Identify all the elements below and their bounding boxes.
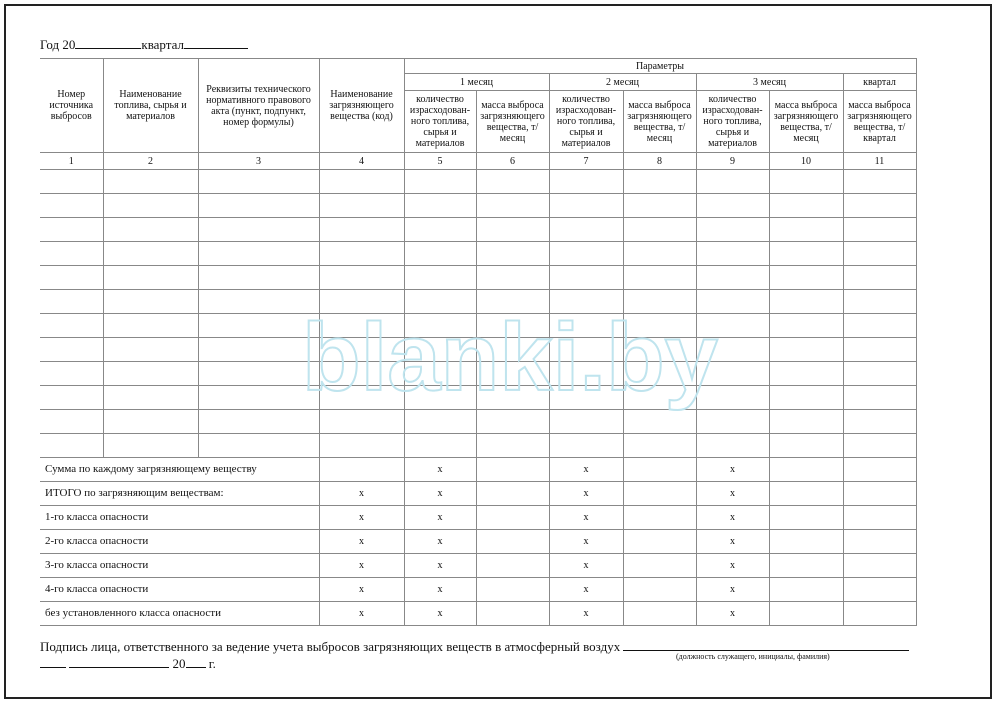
entry-cell[interactable] <box>319 434 404 458</box>
entry-cell[interactable] <box>319 410 404 434</box>
entry-cell[interactable] <box>103 410 198 434</box>
entry-cell[interactable] <box>696 218 769 242</box>
entry-cell[interactable] <box>198 386 319 410</box>
entry-cell[interactable] <box>769 338 843 362</box>
entry-cell[interactable] <box>198 170 319 194</box>
entry-row <box>40 170 916 194</box>
col-number: 2 <box>103 153 198 170</box>
entry-cell[interactable] <box>696 290 769 314</box>
entry-cell[interactable] <box>769 170 843 194</box>
col-number: 8 <box>623 153 696 170</box>
entry-cell[interactable] <box>198 194 319 218</box>
entry-row <box>40 218 916 242</box>
entry-cell[interactable] <box>549 386 623 410</box>
entry-cell[interactable] <box>198 362 319 386</box>
entry-cell[interactable] <box>549 266 623 290</box>
summary-mark: х <box>319 482 404 506</box>
summary-mark <box>319 458 404 482</box>
year-label: Год 20 <box>40 37 76 52</box>
signature-hint: (должность служащего, инициалы, фамилия) <box>676 652 830 661</box>
entry-cell[interactable] <box>40 386 103 410</box>
entry-cell[interactable] <box>696 242 769 266</box>
entry-cell[interactable] <box>623 410 696 434</box>
summary-cell[interactable] <box>769 602 843 626</box>
entry-cell[interactable] <box>476 170 549 194</box>
entry-cell[interactable] <box>103 242 198 266</box>
header-fuel-name: Наименование топлива, сырья и материалов <box>103 59 198 153</box>
entry-row <box>40 434 916 458</box>
entry-cell[interactable] <box>404 218 476 242</box>
summary-cell[interactable] <box>623 578 696 602</box>
header-mass-quarter: масса выброса загрязняющего вещества, т/квартал <box>843 91 916 153</box>
entry-cell[interactable] <box>103 290 198 314</box>
summary-cell[interactable] <box>623 554 696 578</box>
date-month-field[interactable] <box>69 655 169 668</box>
entry-cell[interactable] <box>769 290 843 314</box>
summary-mark: х <box>404 482 476 506</box>
entry-cell[interactable] <box>198 290 319 314</box>
col-number: 4 <box>319 153 404 170</box>
header-qty-3: количество израсходован-ного топлива, сырья и материалов <box>696 91 769 153</box>
summary-cell[interactable] <box>769 530 843 554</box>
summary-mark: х <box>319 578 404 602</box>
entry-cell[interactable] <box>696 386 769 410</box>
entry-cell[interactable] <box>319 314 404 338</box>
entry-cell[interactable] <box>696 170 769 194</box>
summary-cell[interactable] <box>476 458 549 482</box>
entry-cell[interactable] <box>40 410 103 434</box>
summary-mark: х <box>319 506 404 530</box>
year-field[interactable] <box>75 36 141 49</box>
header-mass-2: масса выброса загрязняющего вещества, т/месяц <box>623 91 696 153</box>
summary-mark: х <box>319 602 404 626</box>
entry-cell[interactable] <box>198 434 319 458</box>
entry-cell[interactable] <box>843 170 916 194</box>
signature-field[interactable] <box>623 638 909 651</box>
entry-cell[interactable] <box>769 386 843 410</box>
entry-cell[interactable] <box>623 170 696 194</box>
header-month-1: 1 месяц <box>404 74 549 91</box>
entry-cell[interactable] <box>843 338 916 362</box>
summary-cell[interactable] <box>476 602 549 626</box>
entry-cell[interactable] <box>198 338 319 362</box>
entry-cell[interactable] <box>696 338 769 362</box>
col-number: 11 <box>843 153 916 170</box>
quarter-field[interactable] <box>184 36 248 49</box>
entry-cell[interactable] <box>623 218 696 242</box>
header-mass-3: масса выброса загрязняющего вещества, т/месяц <box>769 91 843 153</box>
entry-cell[interactable] <box>103 362 198 386</box>
entry-cell[interactable] <box>319 194 404 218</box>
summary-cell[interactable] <box>623 506 696 530</box>
date-suffix: г. <box>208 656 216 671</box>
entry-cell[interactable] <box>843 290 916 314</box>
entry-cell[interactable] <box>476 266 549 290</box>
entry-cell[interactable] <box>696 194 769 218</box>
entry-cell[interactable] <box>404 410 476 434</box>
entry-cell[interactable] <box>623 314 696 338</box>
summary-row <box>40 602 916 626</box>
entry-cell[interactable] <box>549 218 623 242</box>
summary-mark: х <box>549 458 623 482</box>
entry-cell[interactable] <box>769 362 843 386</box>
header-quarter: квартал <box>843 74 916 91</box>
col-number: 3 <box>198 153 319 170</box>
entry-cell[interactable] <box>319 362 404 386</box>
emissions-table <box>40 58 917 626</box>
summary-cell[interactable] <box>769 506 843 530</box>
summary-cell[interactable] <box>476 578 549 602</box>
entry-cell[interactable] <box>843 362 916 386</box>
entry-cell[interactable] <box>476 362 549 386</box>
summary-mark: х <box>404 530 476 554</box>
col-number: 5 <box>404 153 476 170</box>
summary-mark: х <box>549 602 623 626</box>
entry-cell[interactable] <box>549 410 623 434</box>
col-number: 1 <box>40 153 103 170</box>
entry-cell[interactable] <box>769 242 843 266</box>
entry-cell[interactable] <box>404 434 476 458</box>
summary-cell[interactable] <box>843 506 916 530</box>
summary-cell[interactable] <box>769 554 843 578</box>
summary-label: 2-го класса опасности <box>40 530 319 554</box>
entry-cell[interactable] <box>103 218 198 242</box>
header-parameters: Параметры <box>404 59 916 74</box>
entry-cell[interactable] <box>549 290 623 314</box>
entry-cell[interactable] <box>476 434 549 458</box>
entry-cell[interactable] <box>319 170 404 194</box>
summary-cell[interactable] <box>476 482 549 506</box>
summary-mark: х <box>549 554 623 578</box>
summary-cell[interactable] <box>476 506 549 530</box>
entry-cell[interactable] <box>769 194 843 218</box>
entry-cell[interactable] <box>319 242 404 266</box>
entry-cell[interactable] <box>549 242 623 266</box>
entry-cell[interactable] <box>40 170 103 194</box>
entry-cell[interactable] <box>696 434 769 458</box>
entry-cell[interactable] <box>623 290 696 314</box>
summary-row <box>40 530 916 554</box>
summary-label: 1-го класса опасности <box>40 506 319 530</box>
entry-cell[interactable] <box>40 218 103 242</box>
entry-cell[interactable] <box>476 218 549 242</box>
period-header <box>40 36 248 53</box>
entry-cell[interactable] <box>843 386 916 410</box>
entry-cell[interactable] <box>198 410 319 434</box>
entry-cell[interactable] <box>476 242 549 266</box>
summary-label: ИТОГО по загрязняющим веществам: <box>40 482 319 506</box>
entry-cell[interactable] <box>623 242 696 266</box>
entry-cell[interactable] <box>623 338 696 362</box>
entry-cell[interactable] <box>40 194 103 218</box>
entry-row <box>40 290 916 314</box>
entry-cell[interactable] <box>103 266 198 290</box>
entry-cell[interactable] <box>404 170 476 194</box>
summary-cell[interactable] <box>623 530 696 554</box>
entry-cell[interactable] <box>103 338 198 362</box>
summary-cell[interactable] <box>843 482 916 506</box>
summary-mark: х <box>549 578 623 602</box>
watermark-text: blanki.by <box>301 304 719 411</box>
entry-cell[interactable] <box>103 194 198 218</box>
summary-mark: х <box>696 578 769 602</box>
entry-cell[interactable] <box>404 338 476 362</box>
entry-cell[interactable] <box>319 290 404 314</box>
entry-cell[interactable] <box>198 218 319 242</box>
entry-cell[interactable] <box>769 314 843 338</box>
entry-cell[interactable] <box>843 434 916 458</box>
summary-mark: х <box>319 554 404 578</box>
summary-mark: х <box>404 554 476 578</box>
entry-cell[interactable] <box>40 242 103 266</box>
entry-cell[interactable] <box>769 266 843 290</box>
summary-mark: х <box>696 602 769 626</box>
entry-cell[interactable] <box>549 194 623 218</box>
date-year-field[interactable] <box>186 655 206 668</box>
entry-cell[interactable] <box>404 314 476 338</box>
summary-mark: х <box>696 506 769 530</box>
summary-cell[interactable] <box>623 458 696 482</box>
entry-cell[interactable] <box>476 290 549 314</box>
entry-cell[interactable] <box>319 218 404 242</box>
summary-label: без установленного класса опасности <box>40 602 319 626</box>
summary-mark: х <box>696 530 769 554</box>
summary-cell[interactable] <box>476 554 549 578</box>
entry-cell[interactable] <box>843 314 916 338</box>
entry-cell[interactable] <box>404 362 476 386</box>
summary-cell[interactable] <box>843 530 916 554</box>
summary-label: Сумма по каждому загрязняющему веществу <box>40 458 319 482</box>
summary-cell[interactable] <box>769 458 843 482</box>
summary-row <box>40 458 916 482</box>
header-mass-1: масса выброса загрязняющего вещества, т/месяц <box>476 91 549 153</box>
entry-cell[interactable] <box>843 266 916 290</box>
entry-cell[interactable] <box>843 194 916 218</box>
header-source-number: Номер источника выбросов <box>40 59 103 153</box>
summary-cell[interactable] <box>769 578 843 602</box>
entry-cell[interactable] <box>404 242 476 266</box>
entry-cell[interactable] <box>769 410 843 434</box>
entry-cell[interactable] <box>476 314 549 338</box>
date-day-field[interactable] <box>40 655 66 668</box>
summary-mark: х <box>549 530 623 554</box>
entry-row <box>40 362 916 386</box>
entry-cell[interactable] <box>103 434 198 458</box>
header-normative-act: Реквизиты технического нормативного правового акта (пункт, подпункт, номер формулы) <box>198 59 319 153</box>
summary-mark: х <box>549 506 623 530</box>
col-number: 7 <box>549 153 623 170</box>
entry-cell[interactable] <box>404 194 476 218</box>
summary-mark: х <box>404 458 476 482</box>
entry-row <box>40 410 916 434</box>
entry-cell[interactable] <box>404 266 476 290</box>
summary-row <box>40 554 916 578</box>
header-pollutant-name: Наименование загрязняющего вещества (код) <box>319 59 404 153</box>
entry-cell[interactable] <box>476 338 549 362</box>
entry-cell[interactable] <box>549 314 623 338</box>
summary-cell[interactable] <box>623 602 696 626</box>
entry-cell[interactable] <box>549 170 623 194</box>
date-line <box>40 655 216 672</box>
header-month-3: 3 месяц <box>696 74 843 91</box>
entry-cell[interactable] <box>696 410 769 434</box>
col-number: 9 <box>696 153 769 170</box>
entry-cell[interactable] <box>843 218 916 242</box>
summary-row <box>40 578 916 602</box>
summary-mark: х <box>696 482 769 506</box>
entry-cell[interactable] <box>103 314 198 338</box>
entry-cell[interactable] <box>198 242 319 266</box>
date-year-label: 20 <box>172 656 186 671</box>
entry-cell[interactable] <box>623 266 696 290</box>
entry-cell[interactable] <box>623 386 696 410</box>
entry-cell[interactable] <box>319 386 404 410</box>
header-qty-2: количество израсходован-ного топлива, сырья и материалов <box>549 91 623 153</box>
entry-cell[interactable] <box>623 194 696 218</box>
entry-cell[interactable] <box>198 266 319 290</box>
entry-cell[interactable] <box>404 290 476 314</box>
entry-cell[interactable] <box>769 218 843 242</box>
entry-row <box>40 386 916 410</box>
summary-cell[interactable] <box>623 482 696 506</box>
entry-cell[interactable] <box>476 410 549 434</box>
entry-cell[interactable] <box>769 434 843 458</box>
entry-cell[interactable] <box>103 386 198 410</box>
entry-cell[interactable] <box>319 266 404 290</box>
summary-mark: х <box>696 458 769 482</box>
summary-mark: х <box>404 506 476 530</box>
entry-cell[interactable] <box>404 386 476 410</box>
entry-cell[interactable] <box>696 266 769 290</box>
summary-cell[interactable] <box>843 554 916 578</box>
entry-cell[interactable] <box>549 434 623 458</box>
entry-cell[interactable] <box>843 242 916 266</box>
summary-label: 4-го класса опасности <box>40 578 319 602</box>
entry-cell[interactable] <box>623 362 696 386</box>
entry-row <box>40 338 916 362</box>
summary-mark: х <box>696 554 769 578</box>
entry-cell[interactable] <box>40 314 103 338</box>
entry-cell[interactable] <box>103 170 198 194</box>
summary-cell[interactable] <box>476 530 549 554</box>
entry-cell[interactable] <box>40 338 103 362</box>
summary-label: 3-го класса опасности <box>40 554 319 578</box>
entry-cell[interactable] <box>198 314 319 338</box>
summary-cell[interactable] <box>843 602 916 626</box>
entry-cell[interactable] <box>623 434 696 458</box>
summary-cell[interactable] <box>843 578 916 602</box>
entry-row <box>40 314 916 338</box>
summary-mark: х <box>549 482 623 506</box>
summary-mark: х <box>404 602 476 626</box>
entry-row <box>40 242 916 266</box>
entry-cell[interactable] <box>40 434 103 458</box>
entry-cell[interactable] <box>696 314 769 338</box>
entry-cell[interactable] <box>476 194 549 218</box>
entry-cell[interactable] <box>843 410 916 434</box>
entry-cell[interactable] <box>476 386 549 410</box>
entry-cell[interactable] <box>549 362 623 386</box>
header-qty-1: количество израсходован-ного топлива, сырья и материалов <box>404 91 476 153</box>
header-month-2: 2 месяц <box>549 74 696 91</box>
summary-cell[interactable] <box>843 458 916 482</box>
summary-row <box>40 482 916 506</box>
summary-cell[interactable] <box>769 482 843 506</box>
entry-cell[interactable] <box>40 362 103 386</box>
entry-cell[interactable] <box>319 338 404 362</box>
summary-mark: х <box>319 530 404 554</box>
entry-row <box>40 266 916 290</box>
summary-row <box>40 506 916 530</box>
signature-label: Подпись лица, ответственного за ведение учета выбросов загрязняющих веществ в атмосферный воздух <box>40 639 621 654</box>
entry-row <box>40 194 916 218</box>
entry-cell[interactable] <box>40 290 103 314</box>
quarter-label: квартал <box>141 37 184 52</box>
col-number: 10 <box>769 153 843 170</box>
entry-cell[interactable] <box>549 338 623 362</box>
entry-cell[interactable] <box>696 362 769 386</box>
col-number: 6 <box>476 153 549 170</box>
summary-mark: х <box>404 578 476 602</box>
entry-cell[interactable] <box>40 266 103 290</box>
